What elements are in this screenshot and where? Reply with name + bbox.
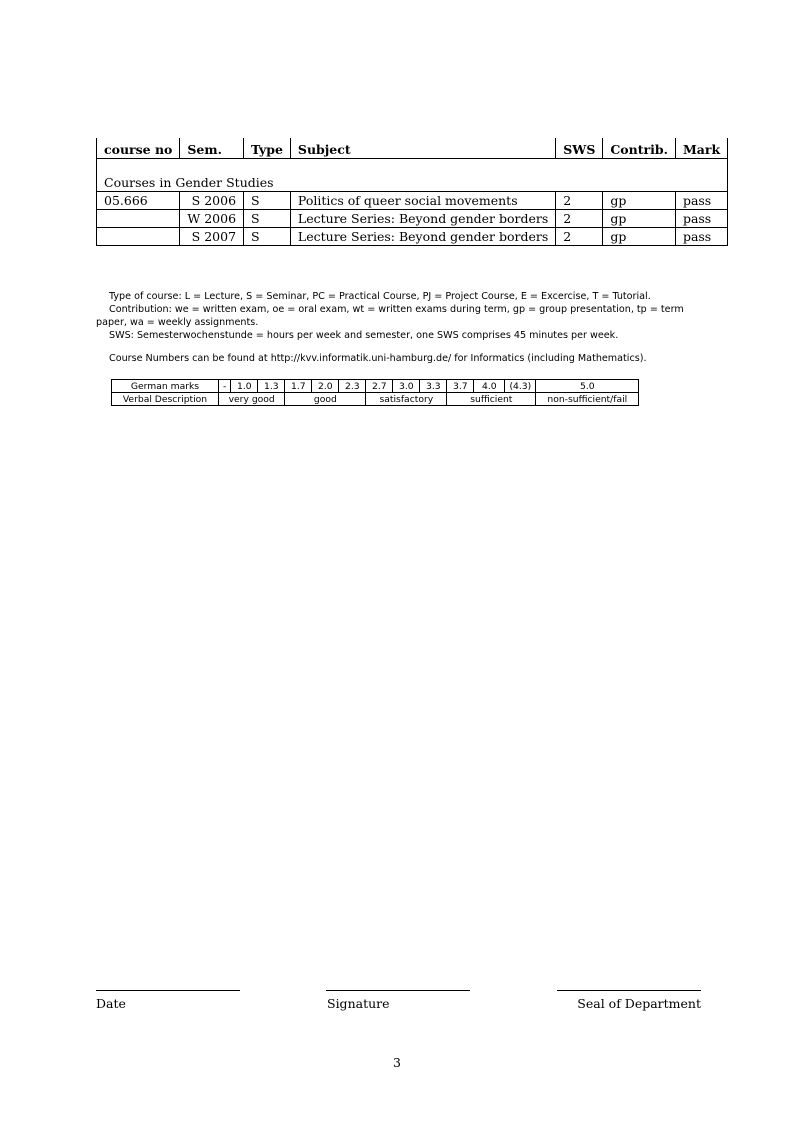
mark-cell: 2.0 (312, 380, 339, 393)
table-row (97, 192, 728, 210)
cell-contrib: gp (603, 210, 676, 228)
verbal-row (112, 393, 639, 406)
cell-course-no: 05.666 (97, 192, 180, 210)
verbal-cell: satisfactory (366, 393, 447, 406)
cell-subject: Lecture Series: Beyond gender borders (290, 210, 555, 228)
mark-cell: 1.0 (231, 380, 258, 393)
verbal-cell: non-sufficient/fail (536, 393, 639, 406)
cell-subject: Politics of queer social movements (290, 192, 555, 210)
cell-mark: pass (675, 192, 727, 210)
seal-label: Seal of Department (577, 996, 701, 1011)
cell-sem: S 2006 (180, 192, 244, 210)
mark-cell: 3.7 (447, 380, 474, 393)
header-course-no: course no (97, 138, 180, 159)
courses-header-row (97, 138, 728, 159)
page-number: 3 (393, 1055, 401, 1070)
mark-cell: 2.3 (339, 380, 366, 393)
cell-course-no (97, 228, 180, 246)
spacer-cell (97, 159, 728, 174)
mark-cell: 1.3 (258, 380, 285, 393)
header-mark: Mark (675, 138, 727, 159)
marks-row (112, 380, 639, 393)
marks-label: German marks (112, 380, 219, 393)
date-label: Date (96, 996, 126, 1011)
mark-cell: - (219, 380, 231, 393)
legend-notes (96, 290, 706, 365)
header-spacer-row (97, 159, 728, 174)
cell-contrib: gp (603, 228, 676, 246)
header-sem: Sem. (180, 138, 244, 159)
cell-contrib: gp (603, 192, 676, 210)
date-line (96, 990, 240, 991)
header-contrib: Contrib. (603, 138, 676, 159)
note-contribution: Contribution: we = written exam, oe = oral exam, wt = written exams during term, gp = group presentation, tp = term paper, wa = weekly assignments. (96, 304, 684, 328)
mark-cell: 2.7 (366, 380, 393, 393)
signature-label: Signature (327, 996, 390, 1011)
section-row (97, 173, 728, 192)
signature-line (326, 990, 470, 991)
cell-type: S (244, 192, 291, 210)
table-row (97, 228, 728, 246)
cell-sem: W 2006 (180, 210, 244, 228)
cell-mark: pass (675, 228, 727, 246)
mark-cell: 3.0 (393, 380, 420, 393)
cell-type: S (244, 210, 291, 228)
grades-table (111, 379, 639, 406)
mark-cell: 5.0 (536, 380, 639, 393)
note-course-numbers: Course Numbers can be found at http://kvv.informatik.uni-hamburg.de/ for Informatics (including Mathematics). (109, 353, 647, 364)
note-type-of-course: Type of course: L = Lecture, S = Seminar, PC = Practical Course, PJ = Project Course, E = Excercise, T = Tutorial. (109, 291, 651, 302)
courses-table (96, 138, 728, 246)
verbal-cell: good (285, 393, 366, 406)
cell-sem: S 2007 (180, 228, 244, 246)
cell-sws: 2 (556, 228, 603, 246)
cell-course-no (97, 210, 180, 228)
mark-cell: 4.0 (474, 380, 505, 393)
verbal-cell: very good (219, 393, 285, 406)
cell-sws: 2 (556, 210, 603, 228)
section-title: Courses in Gender Studies (97, 173, 728, 192)
mark-cell: 3.3 (420, 380, 447, 393)
mark-cell: 1.7 (285, 380, 312, 393)
header-type: Type (244, 138, 291, 159)
cell-sws: 2 (556, 192, 603, 210)
verbal-cell: sufficient (447, 393, 536, 406)
cell-type: S (244, 228, 291, 246)
verbal-label: Verbal Description (112, 393, 219, 406)
seal-line (557, 990, 701, 991)
header-subject: Subject (290, 138, 555, 159)
table-row (97, 210, 728, 228)
cell-mark: pass (675, 210, 727, 228)
note-sws: SWS: Semesterwochenstunde = hours per week and semester, one SWS comprises 45 minutes per week. (109, 330, 619, 341)
header-sws: SWS (556, 138, 603, 159)
mark-cell: (4.3) (505, 380, 536, 393)
cell-subject: Lecture Series: Beyond gender borders (290, 228, 555, 246)
